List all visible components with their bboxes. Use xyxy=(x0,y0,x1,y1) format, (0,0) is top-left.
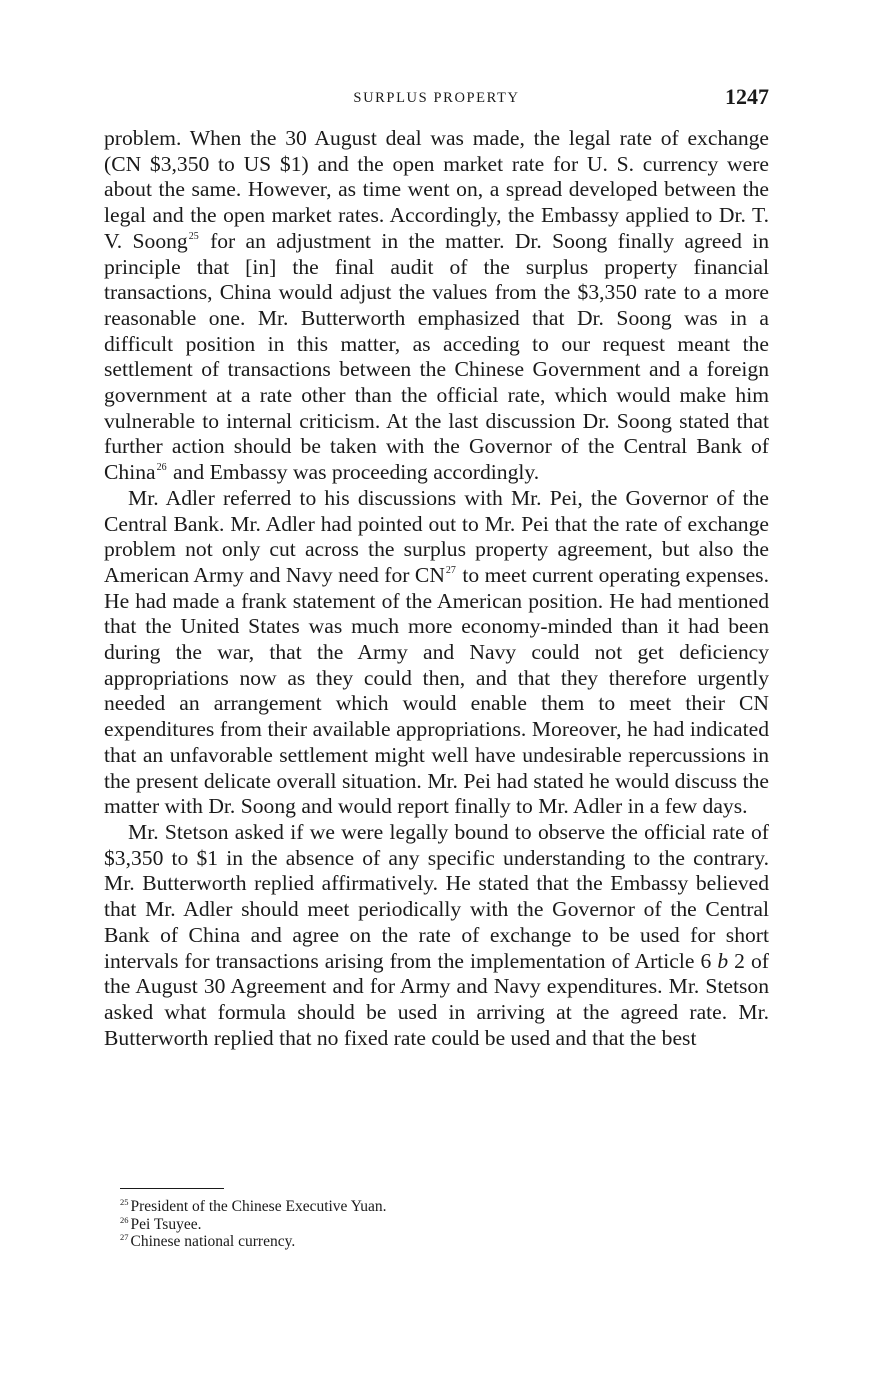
running-title: SURPLUS PROPERTY xyxy=(353,90,520,106)
page-number: 1247 xyxy=(725,84,769,109)
paragraph-2 xyxy=(104,486,769,820)
footnote-text: Chinese national currency. xyxy=(130,1233,296,1250)
paragraph-1-text-a: problem. When the 30 August deal was made, the legal rate of exchange (CN $3,350 to US $1) and the open market rate for U. S. currency were about the same. However, as time went on, a spread developed between the legal and the open market rates. Accordingly, the Embassy applied to Dr. T. V. Soong xyxy=(104,126,769,253)
footnote-number: 25 xyxy=(120,1197,129,1207)
footnote-number: 26 xyxy=(120,1214,129,1225)
footnote-25 xyxy=(120,1198,720,1216)
paragraph-3-text-a: Mr. Stetson asked if we were legally bound to observe the official rate of $3,350 to $1 in the absence of any specific understanding to the contrary. Mr. Butterworth replied affirmatively. He stated that the Embassy believed that Mr. Adler should meet periodically with the Governor of the Central Bank of China and agree on the rate of exchange to be used for short intervals for transactions arising from the implementation of Article 6 xyxy=(104,819,769,973)
paragraph-2-text-b: to meet current operating expenses. He had made a frank statement of the American position. He had mentioned that the United States was much more economy-minded than it had been during the war, that the Army and Navy could not get deficiency appropriations now as they could then, and that they therefore urgently needed an arrangement which would enable them to meet their CN expenditures from their available appropriations. Moreover, he had indicated that an unfavorable settlement might well have undesirable repercussions in the present delicate overall situation. Mr. Pei had stated he would discuss the matter with Dr. Soong and would report finally to Mr. Adler in a few days. xyxy=(104,562,769,819)
footnotes xyxy=(120,1198,720,1251)
paragraph-1-text-c: and Embassy was proceeding accordingly. xyxy=(173,460,540,485)
footnote-divider xyxy=(120,1188,224,1189)
paragraph-1 xyxy=(104,126,769,486)
paragraph-3-text-b: 2 of the August 30 Agreement and for Army and Navy expenditures. Mr. Stetson asked what formula should be used in arriving at the agreed rate. Mr. Butterworth replied that no fixed rate could be used and that the best xyxy=(104,948,769,1050)
running-head xyxy=(104,84,769,112)
body-text xyxy=(104,126,769,1051)
footnote-ref-26: 26 xyxy=(156,462,167,474)
footnote-text: President of the Chinese Executive Yuan. xyxy=(130,1198,387,1215)
footnote-number: 27 xyxy=(120,1232,129,1242)
footnote-26 xyxy=(120,1216,720,1234)
paragraph-2-text-a: Mr. Adler referred to his discussions with Mr. Pei, the Governor of the Central Bank. Mr. Adler had pointed out to Mr. Pei that the rate of exchange problem not only cut across the surplus property agreement, but also the American Army and Navy need for CN xyxy=(104,485,769,587)
footnote-ref-27: 27 xyxy=(445,564,456,576)
footnote-ref-25: 25 xyxy=(188,230,199,242)
footnote-text: Pei Tsuyee. xyxy=(130,1215,202,1233)
article-subsection-letter: b xyxy=(717,948,729,973)
paragraph-3 xyxy=(104,820,769,1051)
paragraph-1-text-b: for an adjustment in the matter. Dr. Soong finally agreed in principle that [in] the final audit of the surplus property financial transactions, China would adjust the values from the $3,350 rate to a more reasonable one. Mr. Butterworth emphasized that Dr. Soong was in a difficult position in this matter, as acceding to our request meant the settlement of transactions between the Chinese Government and a foreign government at a rate other than the official rate, which would make him vulnerable to internal criticism. At the last discussion Dr. Soong stated that further action should be taken with the Governor of the Central Bank of China xyxy=(104,228,769,485)
footnote-27 xyxy=(120,1233,720,1251)
